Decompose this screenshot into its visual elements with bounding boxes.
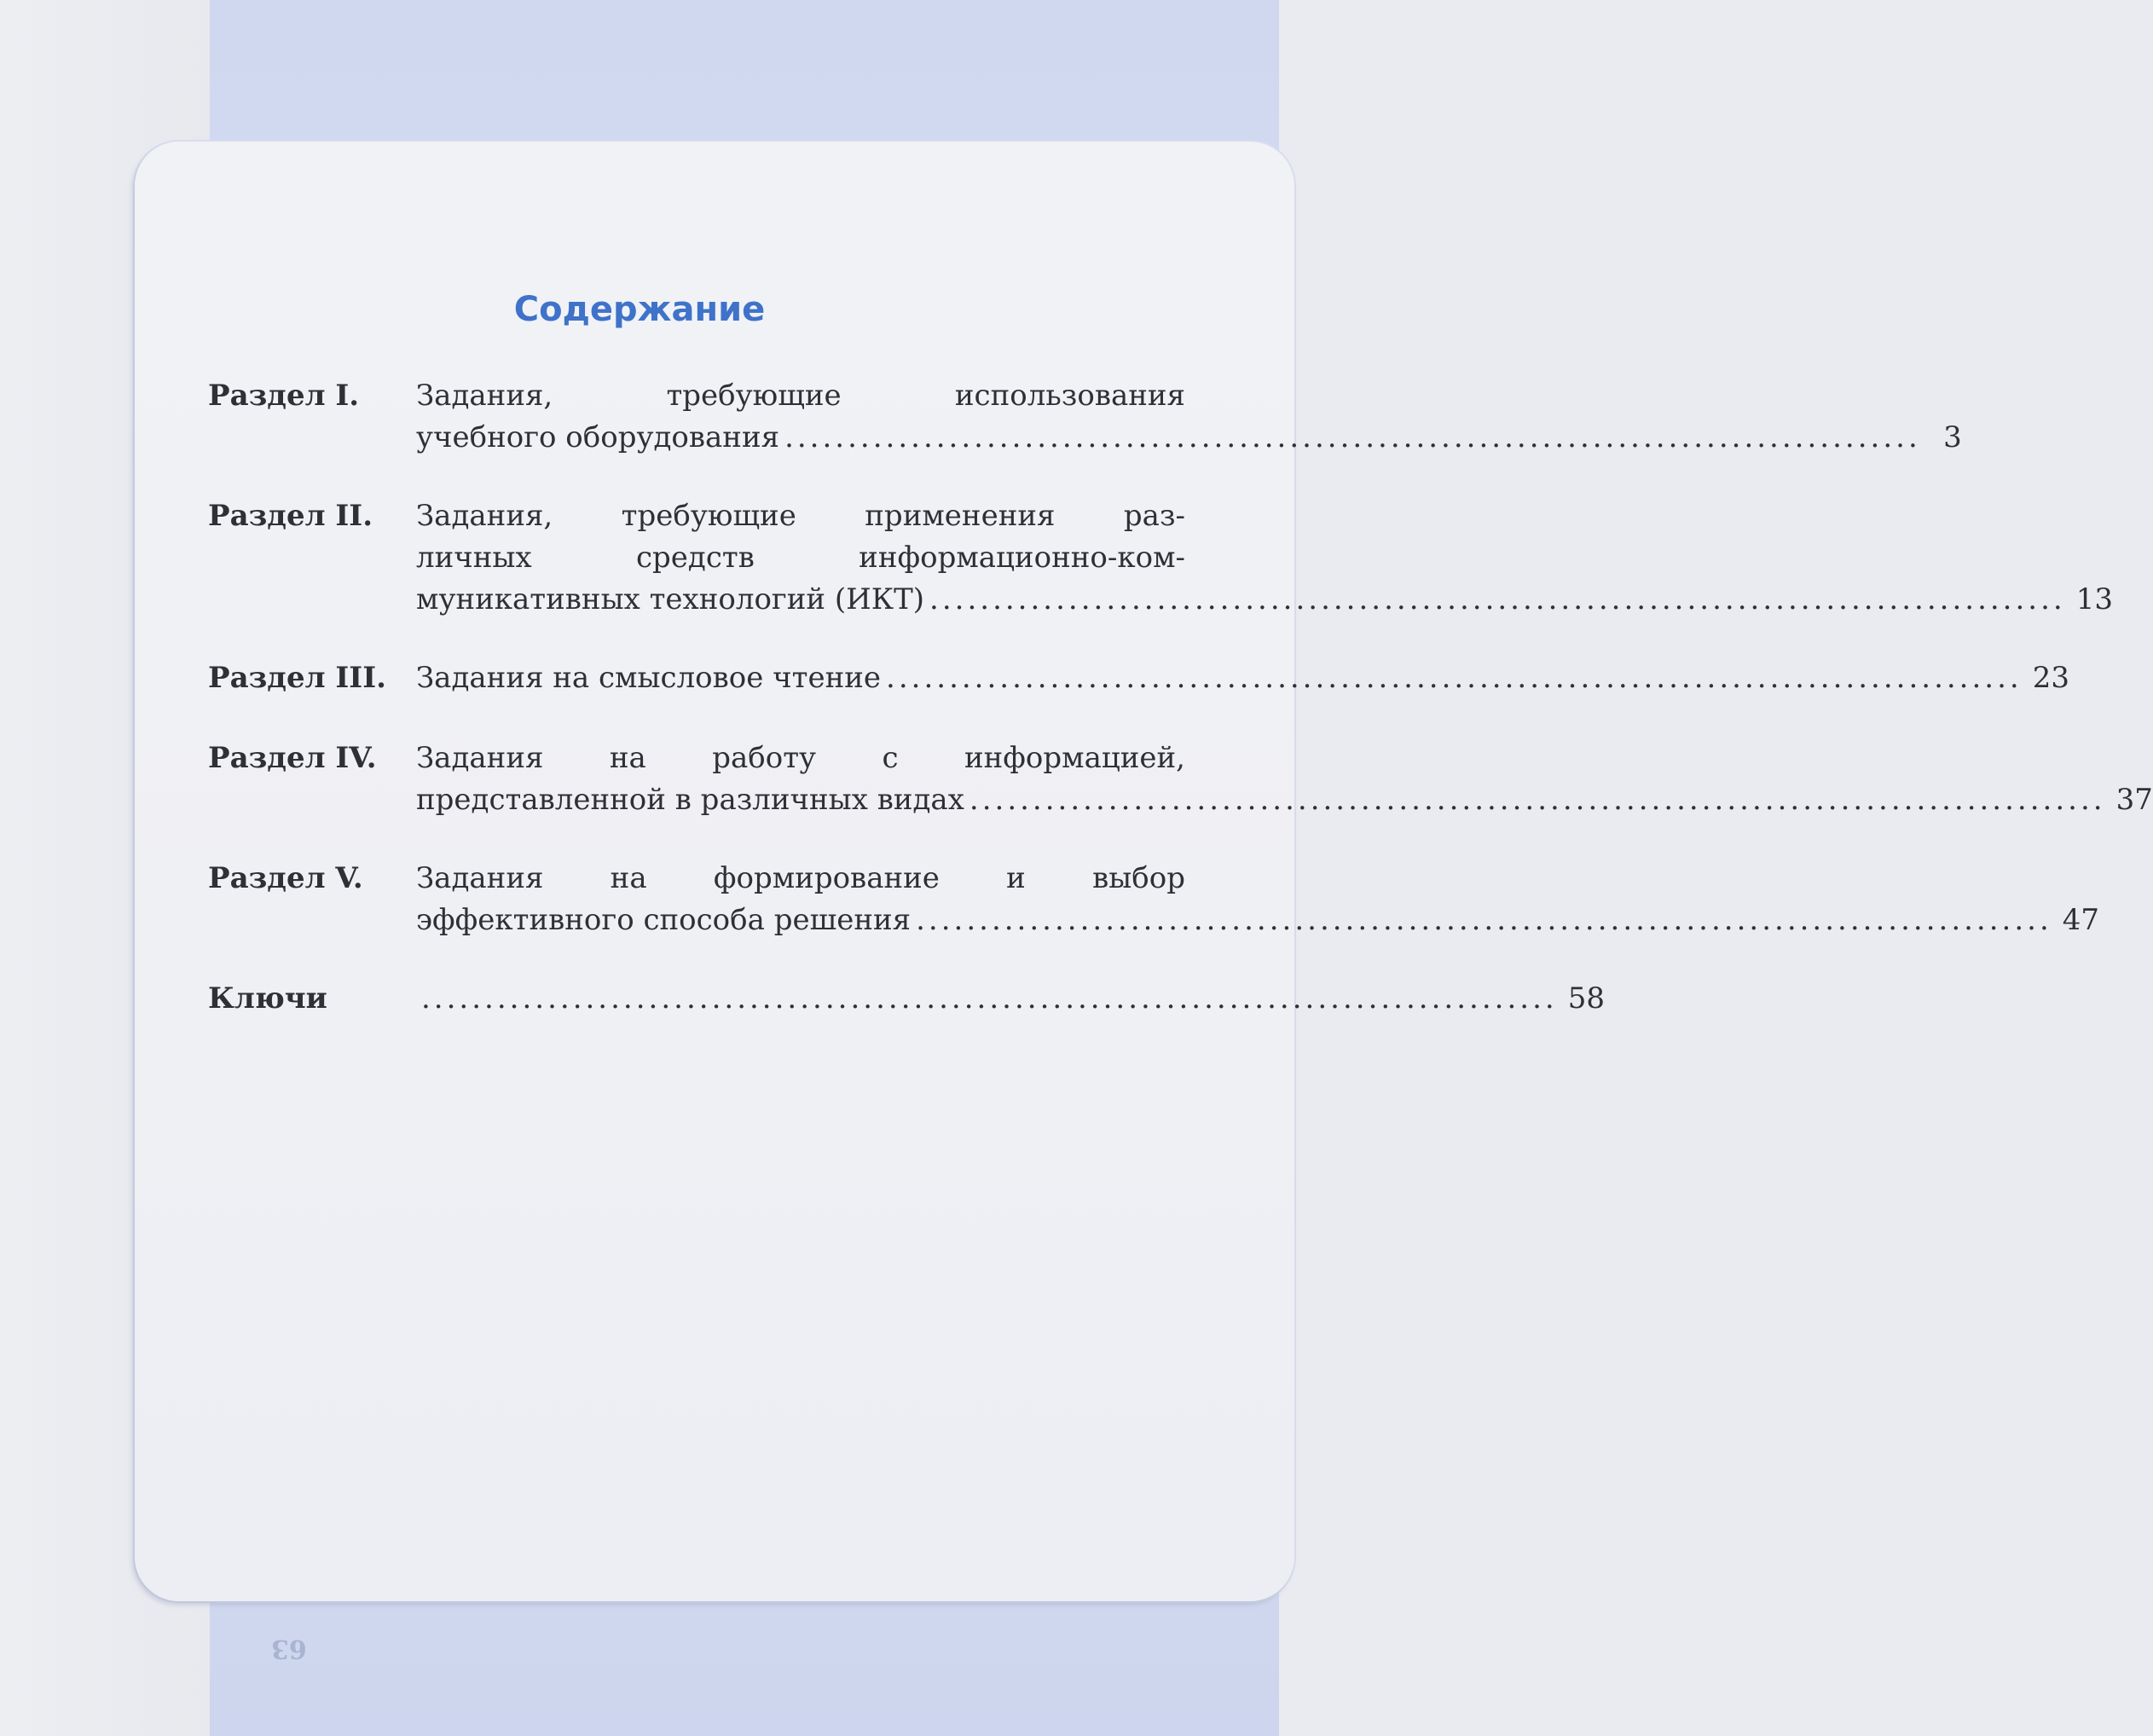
toc-entry-section-4[interactable] bbox=[208, 738, 2153, 821]
toc-entry-section-3[interactable] bbox=[208, 657, 2069, 699]
toc-entry-label: Раздел I. bbox=[208, 379, 360, 413]
toc-title: Содержание bbox=[513, 290, 766, 329]
leader-dots: .......................................................................................... bbox=[929, 582, 2066, 616]
toc-entry-line: Задания на работу с информацией, bbox=[416, 741, 1185, 775]
toc-entry-body bbox=[416, 657, 2069, 699]
toc-entry-section-1[interactable] bbox=[208, 375, 1962, 459]
toc-entry-line: личных средств информационно-ком- bbox=[416, 541, 1185, 575]
toc-entry-text: муникативных технологий (ИКТ) bbox=[416, 582, 925, 616]
leader-dots: .......................................................................................... bbox=[969, 783, 2106, 817]
toc-entry-body bbox=[416, 495, 2113, 621]
toc-entry-line: Задания, требующие использования bbox=[416, 379, 1185, 413]
toc-entry-body bbox=[416, 738, 2153, 821]
toc-entry-page: 3 bbox=[1943, 420, 1962, 454]
toc-entry-body bbox=[416, 858, 2100, 941]
leader-dots: .......................................................................................... bbox=[421, 981, 1558, 1016]
toc-entry-page: 37 bbox=[2115, 783, 2153, 817]
toc-entry-last-line bbox=[416, 579, 2113, 621]
toc-entry-page: 58 bbox=[1567, 981, 1605, 1016]
toc-entry-last-line bbox=[416, 417, 1962, 459]
toc-entry-last-line bbox=[416, 657, 2069, 699]
toc-entry-label: Раздел II. bbox=[208, 499, 373, 533]
leader-dots: .......................................................................................... bbox=[886, 661, 2023, 695]
toc-entry-body bbox=[416, 978, 1605, 1020]
toc-entry-last-line bbox=[416, 779, 2153, 821]
toc-entry-text: учебного оборудования bbox=[416, 420, 780, 454]
leader-dots: .......................................................................................... bbox=[916, 903, 2052, 937]
toc-entry-label: Ключи bbox=[208, 981, 327, 1016]
toc-entry-section-5[interactable] bbox=[208, 858, 2100, 941]
toc-entry-text: Задания на смысловое чтение bbox=[416, 661, 882, 695]
toc-entry-last-line bbox=[416, 978, 1605, 1020]
toc-entry-body bbox=[416, 375, 1962, 459]
toc-entry-page: 47 bbox=[2062, 903, 2100, 937]
page-number: 63 bbox=[271, 1634, 307, 1664]
toc-entry-label: Раздел V. bbox=[208, 861, 363, 895]
leader-dots: .......................................................................................... bbox=[784, 420, 1921, 454]
toc-entry-line: Задания, требующие применения раз- bbox=[416, 499, 1185, 533]
toc-entry-last-line bbox=[416, 900, 2100, 941]
toc-entry-label: Раздел IV. bbox=[208, 741, 377, 775]
toc-entry-label: Раздел III. bbox=[208, 661, 386, 695]
toc-entry-text: представленной в различных видах bbox=[416, 783, 964, 817]
toc-entry-keys[interactable] bbox=[208, 978, 1605, 1020]
toc-entry-section-2[interactable] bbox=[208, 495, 2113, 621]
toc-entry-page: 23 bbox=[2032, 661, 2069, 695]
toc-entry-text: эффективного способа решения bbox=[416, 903, 912, 937]
table-of-contents bbox=[208, 375, 2153, 1056]
toc-entry-page: 13 bbox=[2075, 582, 2113, 616]
toc-entry-line: Задания на формирование и выбор bbox=[416, 861, 1185, 895]
